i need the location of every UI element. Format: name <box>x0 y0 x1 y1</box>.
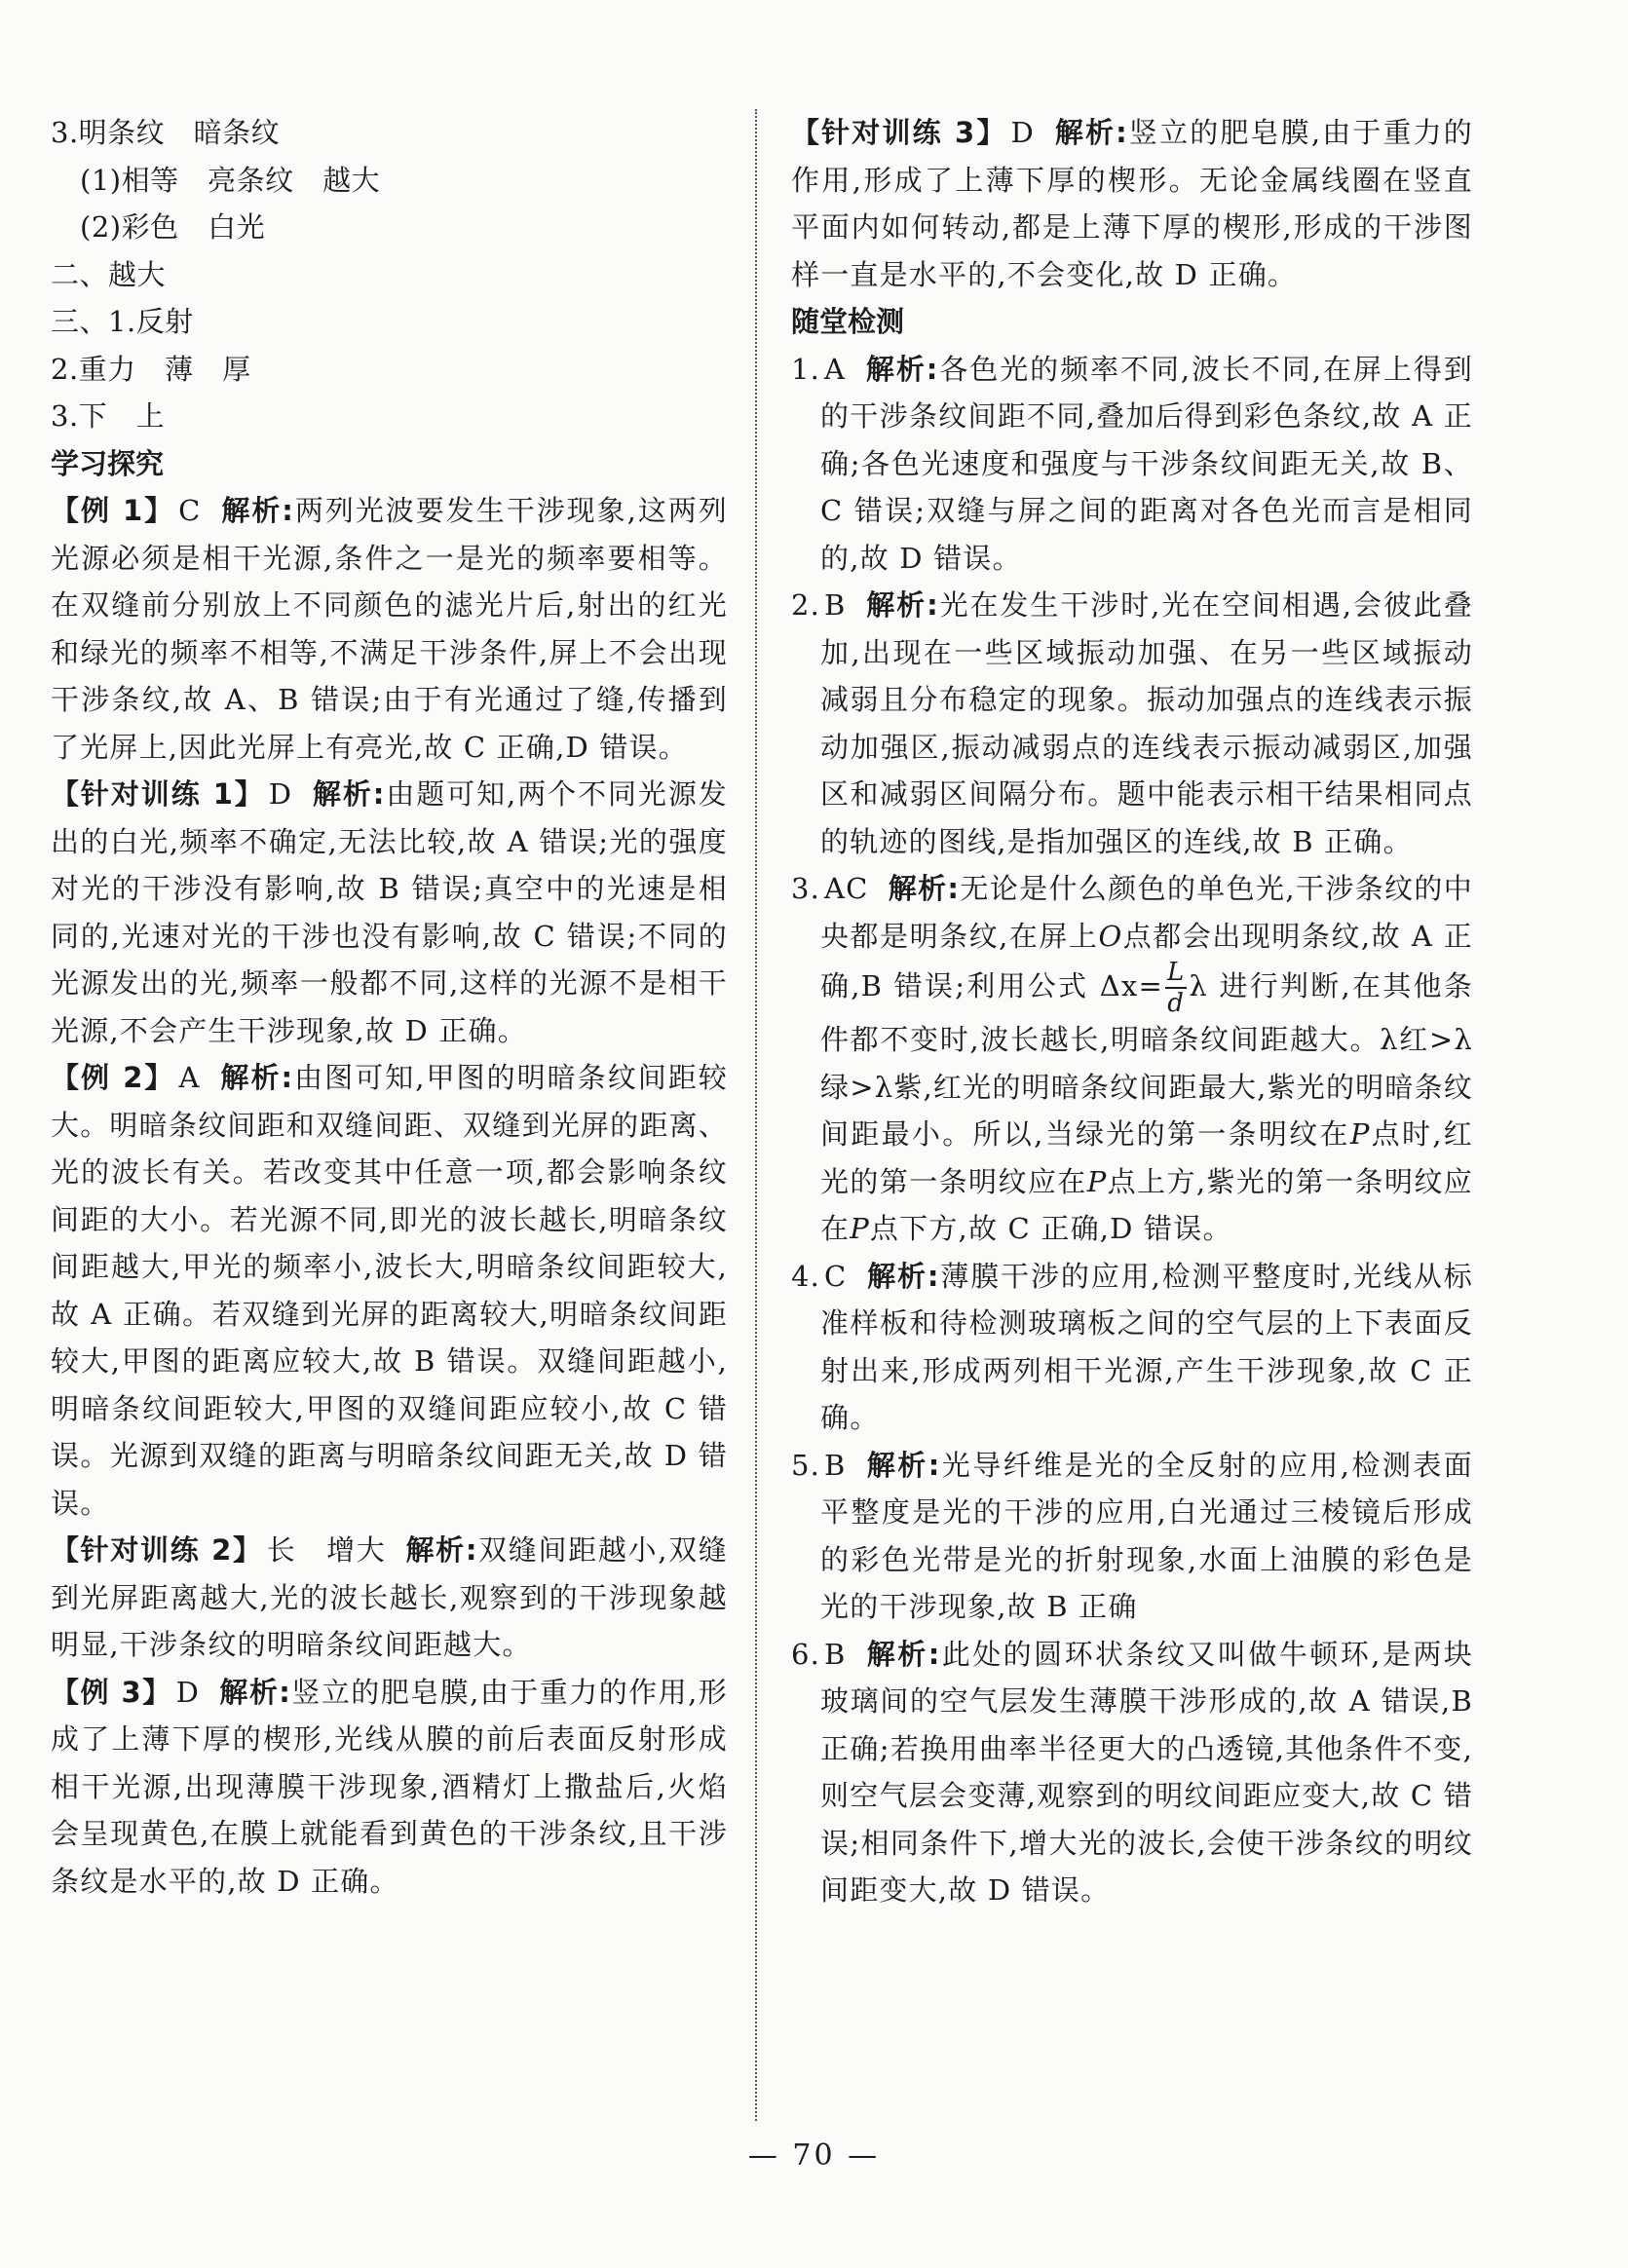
variable-o: O <box>1098 919 1123 953</box>
section-title-study: 学习探究 <box>51 446 165 480</box>
analysis-label: 解析: <box>219 1675 292 1709</box>
check-item <box>791 865 1473 1253</box>
analysis-text: 由图可知,甲图的明暗条纹间距较大。明暗条纹间距和双缝间距、双缝到光屏的距离、光的波长有关。若改变其中任意一项,都会影响条纹间距的大小。若光源不同,即光的波长越长,明暗条纹间距越大,甲光的频率小,波长大,明暗条纹间距较大,故 A 正确。若双缝到光屏的距离较大,明暗条纹间距较大,甲图的距离应较大,故 B 错误。双缝间距越小,明暗条纹间距较大,甲图的双缝间距应较小,故 C 错误。光源到双缝的距离与明暗条纹间距无关,故 D 错误。 <box>51 1061 728 1520</box>
analysis-text: 点都会出现明条纹,故 A 正确,B 错误;利用公式 Δx= <box>820 919 1473 1002</box>
block-answer: D <box>268 777 293 811</box>
check-item <box>791 1442 1473 1631</box>
answer-line: 二、越大 <box>51 257 167 291</box>
item-number: 6. <box>791 1637 821 1671</box>
answer-line: 3.下 上 <box>51 399 166 433</box>
analysis-text: 此处的圆环状条纹又叫做牛顿环,是两块玻璃间的空气层发生薄膜干涉形成的,故 A 错误,B 正确;若换用曲率半径更大的凸透镜,其他条件不变,则空气层会变薄,观察到的明纹间距应变大,故 C 错误;相同条件下,增大光的波长,会使干涉条纹的明纹间距变大,故 D 错误。 <box>820 1637 1473 1907</box>
analysis-label: 解析: <box>865 352 939 386</box>
analysis-label: 解析: <box>220 494 295 527</box>
analysis-text: 各色光的频率不同,波长不同,在屏上得到的干涉条纹间距不同,叠加后得到彩色条纹,故 A 正确;各色光速度和强度与干涉条纹间距无关,故 B、C 错误;双缝与屏之间的距离对各色光而言是相同的,故 D 错误。 <box>820 352 1473 575</box>
analysis-text: 双缝间距越小,双缝到光屏距离越大,光的波长越长,观察到的干涉现象越明显,干涉条纹的明暗条纹间距越大。 <box>51 1533 728 1661</box>
answer-line: (2)彩色 白光 <box>80 210 266 244</box>
analysis-text: 两列光波要发生干涉现象,这两列光源必须是相干光源,条件之一是光的频率要相等。在双缝前分别放上不同颜色的滤光片后,射出的红光和绿光的频率不相等,不满足干涉条件,屏上不会出现干涉条纹,故 A、B 错误;由于有光通过了缝,传播到了光屏上,因此光屏上有亮光,故 C 正确,D 错误。 <box>51 494 728 764</box>
answer-line: 2.重力 薄 厚 <box>51 352 251 386</box>
right-column <box>791 109 1473 1914</box>
analysis-text: 点下方,故 C 正确,D 错误。 <box>869 1212 1232 1245</box>
item-answer: B <box>824 1637 847 1671</box>
example-block <box>51 1669 728 1906</box>
block-answer: 长 增大 <box>266 1533 387 1567</box>
analysis-text: 竖立的肥皂膜,由于重力的作用,形成了上薄下厚的楔形。无论金属线圈在竖直平面内如何转动,都是上薄下厚的楔形,形成的干涉图样一直是水平的,不会变化,故 D 正确。 <box>791 116 1473 291</box>
analysis-text: 由题可知,两个不同光源发出的白光,频率不确定,无法比较,故 A 错误;光的强度对光的干涉没有影响,故 B 错误;真空中的光速是相同的,光速对光的干涉也没有影响,故 C 错误;不同的光源发出的光,频率一般都不同,这样的光源不是相干光源,不会产生干涉现象,故 D 正确。 <box>51 777 729 1047</box>
analysis-label: 解析: <box>865 1448 941 1482</box>
analysis-label: 解析: <box>219 1061 294 1094</box>
analysis-text: 无论是什么颜色的单色光,干涉条纹的中央都是明条纹,在屏上 <box>820 872 1473 953</box>
item-answer: C <box>824 1259 848 1293</box>
formula-fraction <box>1165 960 1187 1016</box>
block-tag: 【针对训练 3】 <box>791 116 1007 149</box>
check-item <box>791 582 1473 865</box>
analysis-text: 光在发生干涉时,光在空间相遇,会彼此叠加,出现在一些区域振动加强、在另一些区域振动减弱且分布稳定的现象。振动加强点的连线表示振动加强区,振动减弱点的连线表示振动减弱区,加强区和减弱区间隔分布。题中能表示相干结果相同点的轨迹的图线,是指加强区的连线,故 B 正确。 <box>820 588 1473 858</box>
analysis-label: 解析: <box>865 1637 941 1671</box>
analysis-text: 薄膜干涉的应用,检测平整度时,光线从标准样板和待检测玻璃板之间的空气层的上下表面反射出来,形成两列相干光源,产生干涉现象,故 C 正确。 <box>820 1259 1473 1434</box>
block-answer: A <box>178 1061 201 1094</box>
analysis-label: 解析: <box>1053 116 1128 149</box>
answer-line: 3.明条纹 暗条纹 <box>51 116 281 149</box>
block-answer: D <box>175 1675 201 1709</box>
section-title-check: 随堂检测 <box>791 305 905 338</box>
block-answer: D <box>1010 116 1035 149</box>
analysis-label: 解析: <box>888 872 961 905</box>
item-number: 3. <box>791 872 821 905</box>
variable-p: P <box>1086 1164 1108 1198</box>
variable-p: P <box>850 1212 870 1245</box>
analysis-text: 点上方,紫光的第一条明纹应在 <box>820 1164 1473 1245</box>
analysis-label: 解析: <box>405 1533 478 1567</box>
example-block <box>791 109 1473 298</box>
block-tag: 【例 3】 <box>51 1675 172 1709</box>
block-answer: C <box>178 494 202 527</box>
item-number: 1. <box>791 352 821 386</box>
analysis-label: 解析: <box>312 777 386 811</box>
left-column <box>51 109 728 1905</box>
item-answer: AC <box>824 872 869 905</box>
analysis-text: 点时,红光的第一条明纹应在 <box>820 1117 1473 1198</box>
answer-line: 三、1.反射 <box>51 305 194 338</box>
analysis-text: 竖立的肥皂膜,由于重力的作用,形成了上薄下厚的楔形,光线从膜的前后表面反射形成相干光源,出现薄膜干涉现象,酒精灯上撒盐后,火焰会呈现黄色,在膜上就能看到黄色的干涉条纹,且干涉条纹是水平的,故 D 正确。 <box>51 1675 728 1898</box>
block-tag: 【例 2】 <box>51 1061 175 1094</box>
analysis-text: λ 进行判断,在其他条件都不变时,波长越长,明暗条纹间距越大。λ红>λ绿>λ紫,红光的明暗条纹间距最大,紫光的明暗条纹间距最小。所以,当绿光的第一条明纹在 <box>820 969 1473 1151</box>
answer-line: (1)相等 亮条纹 越大 <box>80 163 381 197</box>
item-answer: A <box>824 352 847 386</box>
block-tag: 【例 1】 <box>51 494 175 527</box>
check-item <box>791 1253 1473 1442</box>
item-answer: B <box>824 1448 847 1482</box>
analysis-text: 光导纤维是光的全反射的应用,检测表面平整度是光的干涉的应用,白光通过三棱镜后形成的彩色光带是光的折射现象,水面上油膜的彩色是光的干涉现象,故 B 正确 <box>820 1448 1473 1623</box>
example-block <box>51 487 728 771</box>
page-number: — 70 — <box>747 2138 881 2173</box>
item-number: 2. <box>791 588 821 622</box>
item-number: 5. <box>791 1448 821 1482</box>
example-block <box>51 1527 728 1669</box>
variable-p: P <box>1349 1117 1371 1151</box>
example-block <box>51 1054 728 1527</box>
item-number: 4. <box>791 1259 821 1293</box>
fraction-denominator: d <box>1167 989 1186 1018</box>
item-answer: B <box>824 588 847 622</box>
column-divider <box>755 109 757 2121</box>
analysis-label: 解析: <box>865 588 939 622</box>
check-item <box>791 346 1473 583</box>
example-block <box>51 771 728 1054</box>
block-tag: 【针对训练 2】 <box>51 1533 263 1567</box>
fraction-numerator: L <box>1166 958 1186 987</box>
check-item <box>791 1631 1473 1914</box>
analysis-label: 解析: <box>866 1259 940 1293</box>
block-tag: 【针对训练 1】 <box>51 777 265 811</box>
